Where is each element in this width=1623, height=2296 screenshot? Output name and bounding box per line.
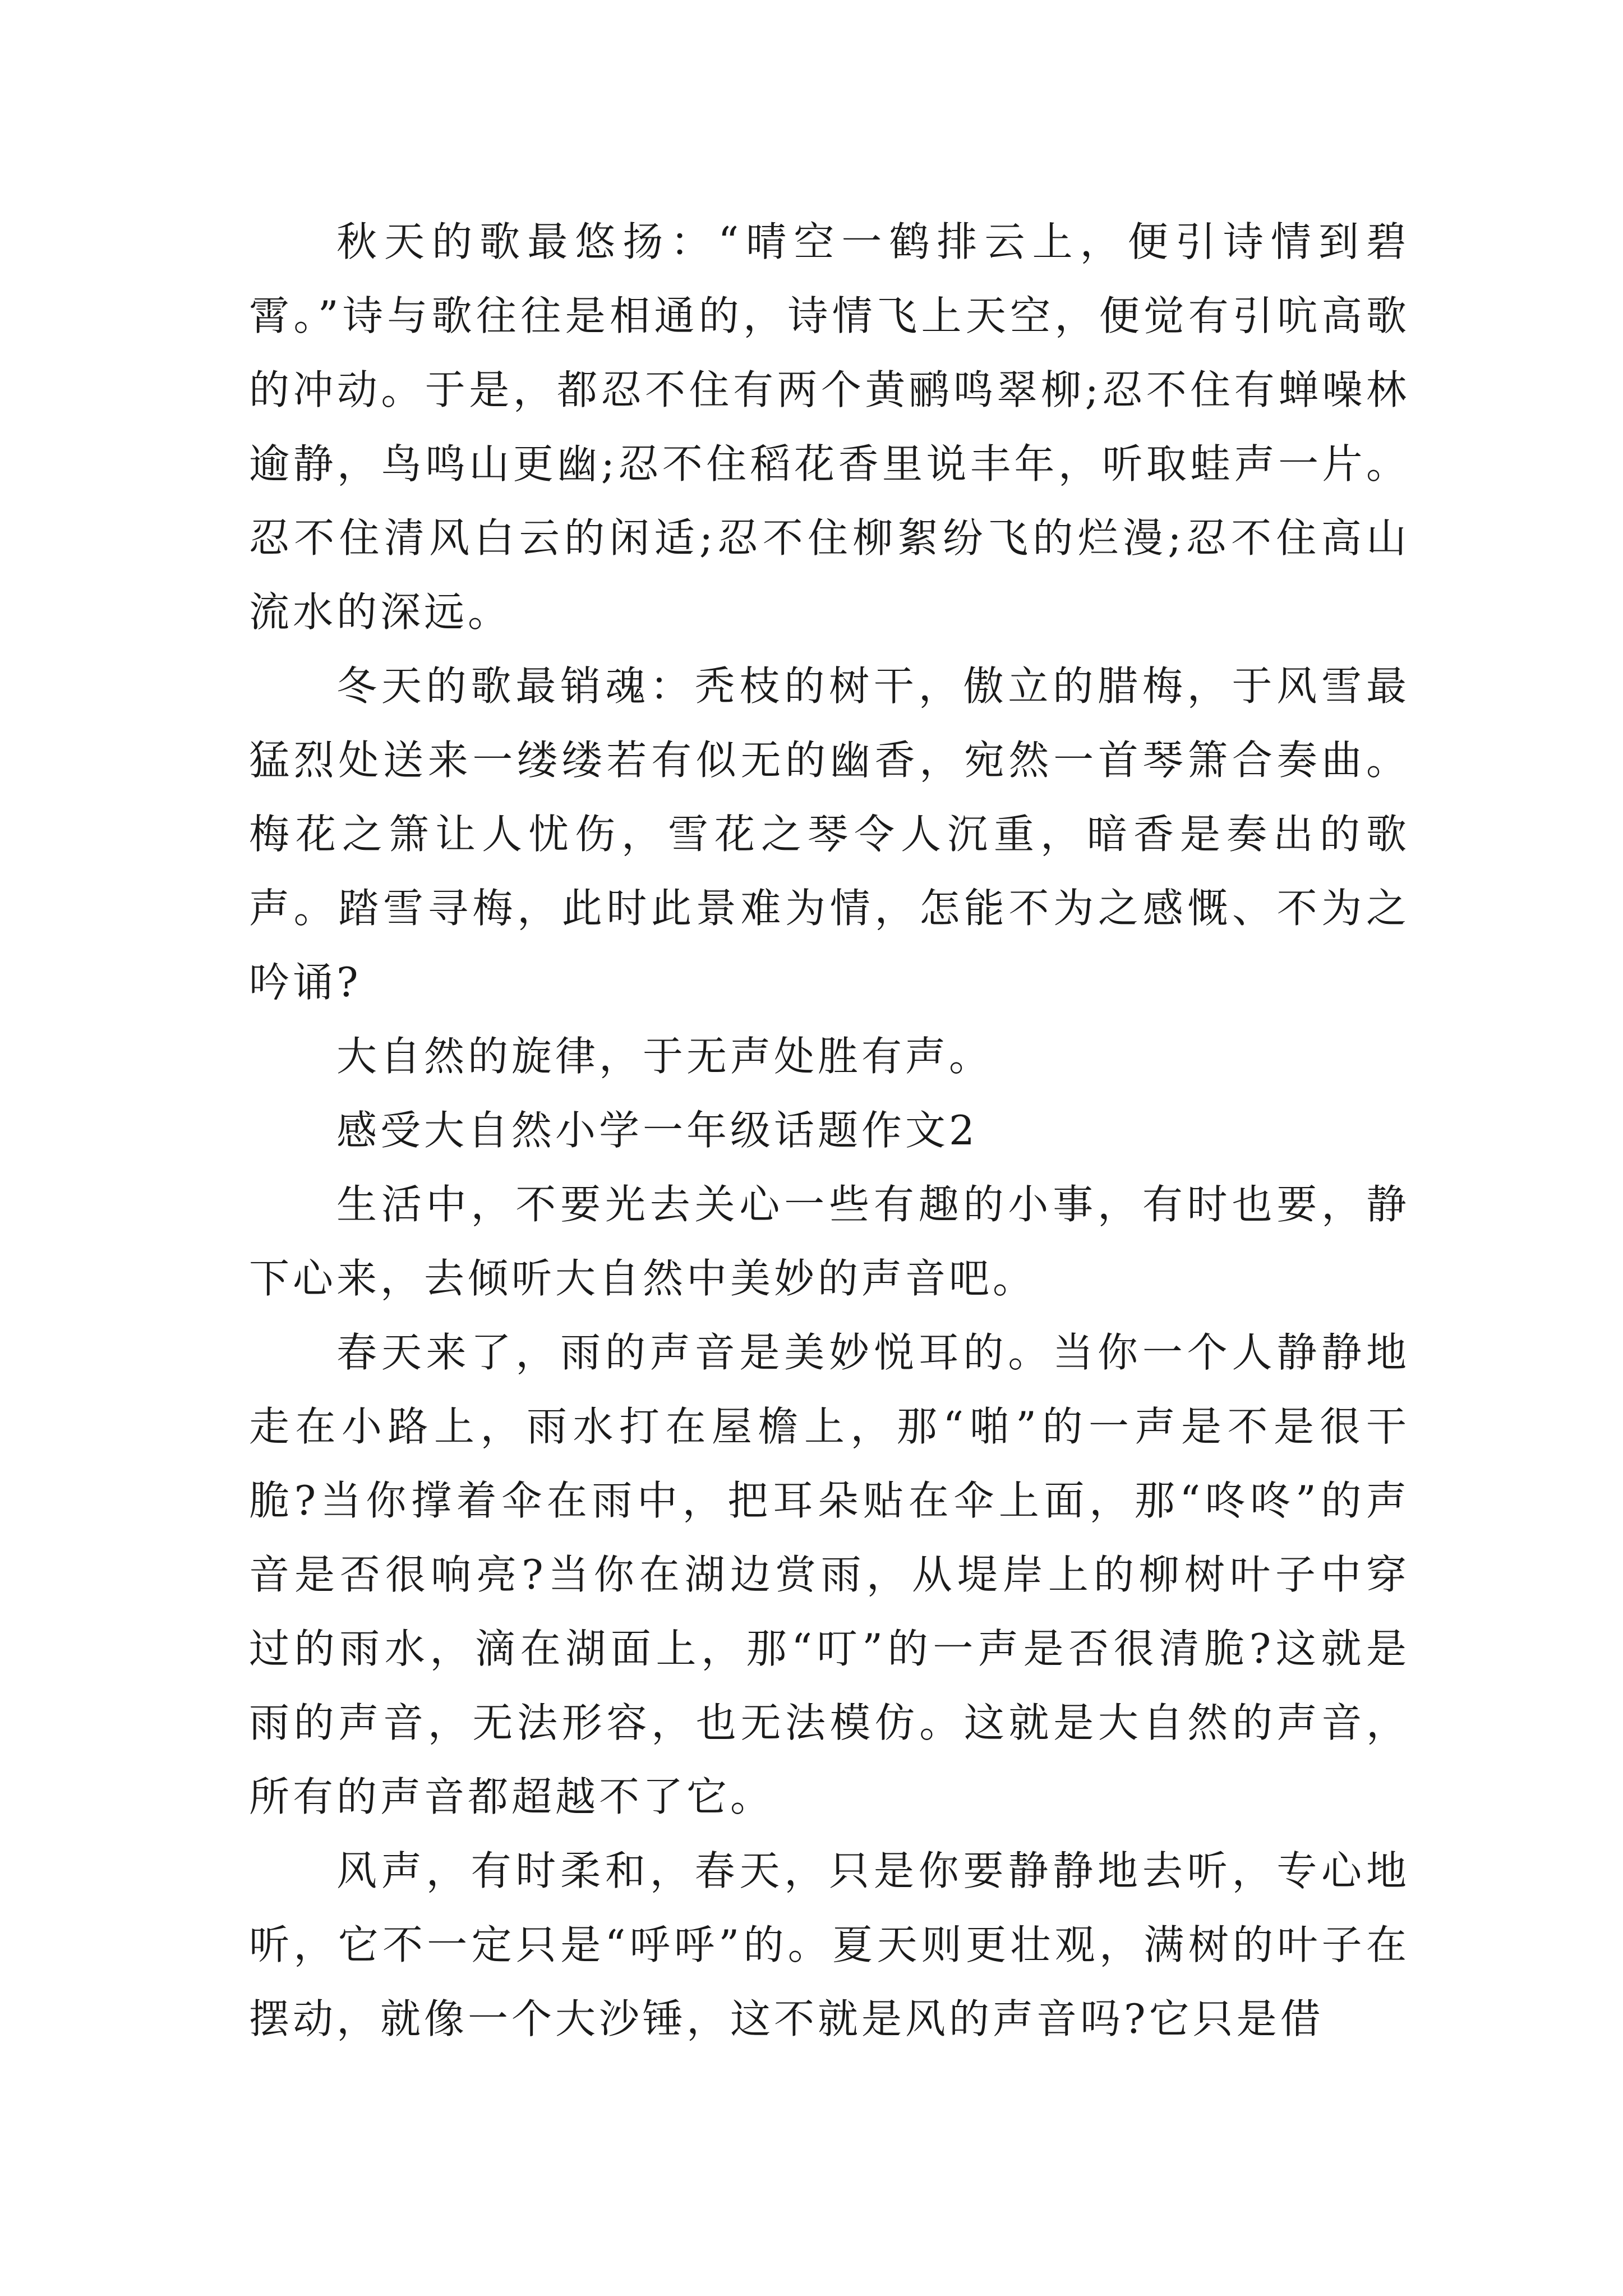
- paragraph-intro: 生活中，不要光去关心一些有趣的小事，有时也要，静下心来，去倾听大自然中美妙的声音吧。: [249, 1181, 1410, 1302]
- paragraph-winter: 冬天的歌最销魂：秃枝的树干，傲立的腊梅，于风雪最猛烈处送来一缕缕若有似无的幽香，宛然一首琴箫合奏曲。梅花之箫让人忧伤，雪花之琴令人沉重，暗香是奏出的歌声。踏雪寻梅，此时此景难为情，怎能不为之感慨、不为之吟诵?: [249, 662, 1410, 1006]
- paragraph-autumn: 秋天的歌最悠扬：“晴空一鹤排云上，便引诗情到碧霄。”诗与歌往往是相通的，诗情飞上天空，便觉有引吭高歌的冲动。于是，都忍不住有两个黄鹂鸣翠柳;忍不住有蝉噪林逾静，鸟鸣山更幽;忍不住稻花香里说丰年，听取蛙声一片。忍不住清风白云的闲适;忍不住柳絮纷飞的烂漫;忍不住高山流水的深远。: [249, 218, 1410, 636]
- paragraph-melody: 大自然的旋律，于无声处胜有声。: [336, 1033, 993, 1080]
- essay-title: 感受大自然小学一年级话题作文2: [336, 1107, 978, 1154]
- essay-body: [249, 205, 1410, 2056]
- paragraph-wind: 风声，有时柔和，春天，只是你要静静地去听，专心地听，它不一定只是“呼呼”的。夏天则更壮观，满树的叶子在摆动，就像一个大沙锤，这不就是风的声音吗?它只是借: [249, 1847, 1410, 2042]
- paragraph-rain: 春天来了，雨的声音是美妙悦耳的。当你一个人静静地走在小路上，雨水打在屋檐上，那“啪”的一声是不是很干脆?当你撑着伞在雨中，把耳朵贴在伞上面，那“咚咚”的声音是否很响亮?当你在湖边赏雨，从堤岸上的柳树叶子中穿过的雨水，滴在湖面上，那“叮”的一声是否很清脆?这就是雨的声音，无法形容，也无法模仿。这就是大自然的声音，所有的声音都超越不了它。: [249, 1329, 1410, 1820]
